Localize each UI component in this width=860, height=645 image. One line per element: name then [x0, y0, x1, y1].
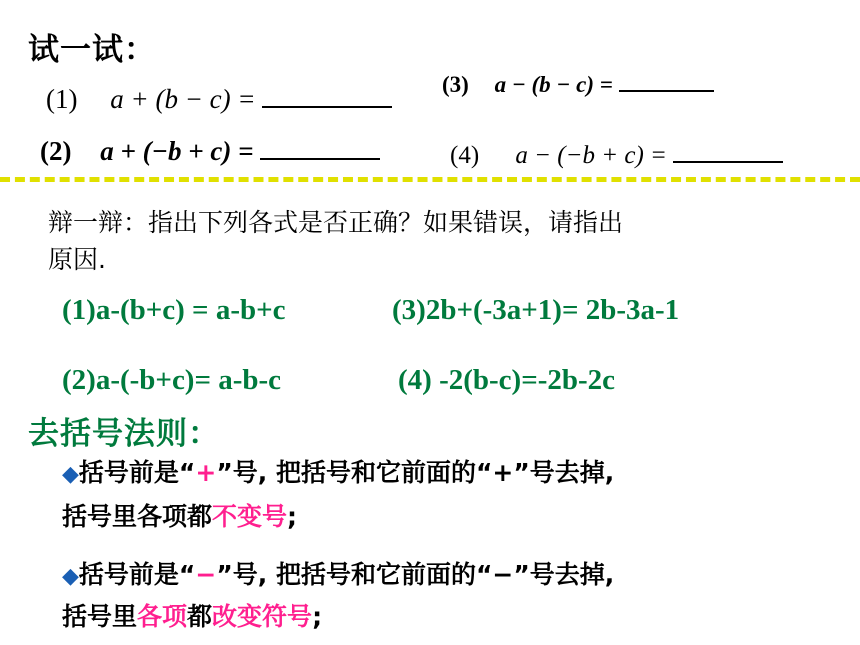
rule-2-line-2 [62, 597, 322, 633]
plus-sign: + [195, 458, 217, 487]
rule-2-text-a: 括号前是“ [78, 560, 196, 589]
exercise-4-expr: a − (−b + c) = [515, 142, 667, 169]
rule-2-text-c: ”号去掉, [513, 560, 615, 589]
exercise-3-label: (3) [442, 72, 469, 97]
judge-item-4: (4) -2(b-c)=-2b-2c [398, 364, 616, 396]
minus-sign: − [195, 560, 217, 589]
judge-item-2: (2)a-(-b+c)= a-b-c [62, 364, 282, 396]
discuss-line-1: 辩一辩：指出下列各式是否正确？如果错误，请指出 [48, 208, 624, 237]
discuss-line-2: 原因. [48, 245, 106, 274]
rule-1-text-d: 括号里各项都 [62, 502, 213, 531]
rule-title: 去括号法则： [28, 416, 220, 452]
exercise-3-expr: a − (b − c) = [494, 72, 613, 97]
rule-2-highlight-1: 各项 [137, 602, 188, 631]
rule-1-semicolon: ; [287, 502, 298, 531]
judge-item-3: (3)2b+(-3a+1)= 2b-3a-1 [392, 294, 680, 326]
rule-1-text-c: ”号去掉, [513, 458, 615, 487]
exercise-2-blank [260, 157, 380, 160]
rule-2-text-e: 都 [187, 602, 213, 631]
exercise-4-label: (4) [450, 142, 480, 169]
exercise-4-blank [673, 160, 783, 163]
rule-1-text-a: 括号前是“ [78, 458, 196, 487]
exercise-1-blank [262, 105, 392, 108]
try-title: 试一试： [28, 32, 156, 68]
minus-sign-2: − [492, 560, 514, 589]
exercise-2 [40, 136, 380, 167]
exercise-2-expr: a + (−b + c) = [100, 136, 254, 166]
diamond-bullet-icon: ◆ [62, 462, 79, 487]
exercise-1 [46, 84, 392, 115]
exercise-1-expr: a + (b − c) = [110, 84, 256, 114]
exercise-1-label: (1) [46, 84, 78, 114]
exercise-3-blank [619, 89, 714, 92]
rule-1-highlight: 不变号 [212, 502, 288, 531]
rule-2-text-d: 括号里 [62, 602, 138, 631]
exercise-3 [442, 72, 714, 98]
rule-1-line-2 [62, 497, 297, 533]
rule-2-highlight-2: 改变符号 [212, 602, 313, 631]
section-divider [0, 177, 860, 182]
diamond-bullet-icon: ◆ [62, 564, 79, 589]
plus-sign-2: + [492, 458, 514, 487]
rule-1-text-b: ”号, 把括号和它前面的“ [216, 458, 493, 487]
exercise-4 [450, 142, 783, 170]
rule-2-line-1 [62, 555, 614, 591]
judge-item-1: (1)a-(b+c) = a-b+c [62, 294, 286, 326]
rule-1-line-1 [62, 453, 614, 489]
exercise-2-label: (2) [40, 136, 72, 166]
rule-2-text-b: ”号, 把括号和它前面的“ [216, 560, 493, 589]
rule-2-semicolon: ; [312, 602, 323, 631]
